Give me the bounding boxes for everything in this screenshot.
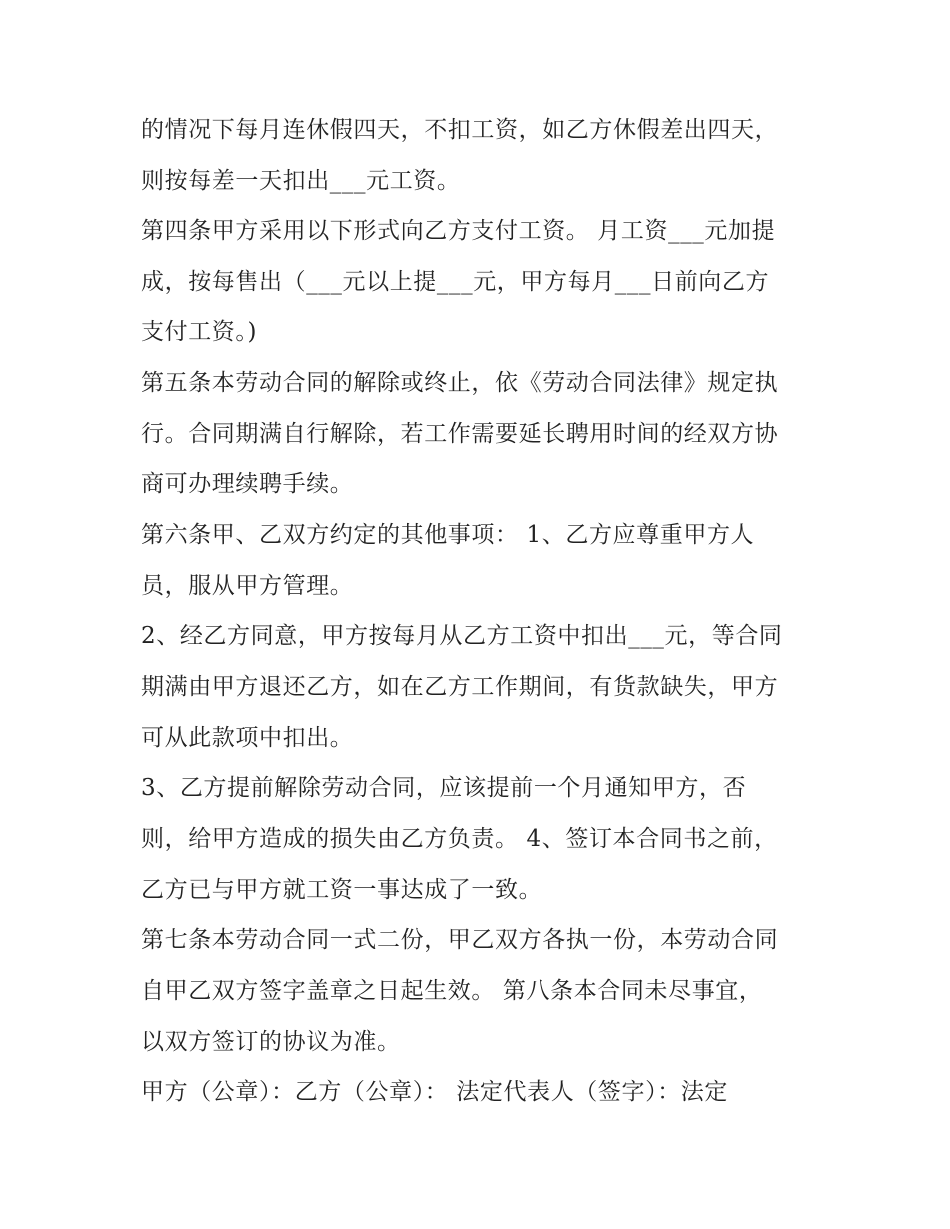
text-line: 则按每差一天扣出___元工资。 [141,168,461,194]
text-line: 甲方（公章）：乙方（公章）： 法定代表人（签字）：法定 [141,1079,729,1105]
text-line: 可从此款项中扣出。 [141,725,354,751]
text-line: 的情况下每月连休假四天，不扣工资，如乙方休假差出四天， [141,117,779,143]
text-line: 自甲乙双方签字盖章之日起生效。 第八条本合同未尽事宜， [141,978,763,1004]
text-line: 第七条本劳动合同一式二份，甲乙双方各执一份，本劳动合同 [141,927,779,953]
text-line: 行。合同期满自行解除，若工作需要延长聘用时间的经双方协 [141,421,779,447]
text-line: 商可办理续聘手续。 [141,471,354,497]
text-line: 第四条甲方采用以下形式向乙方支付工资。 月工资___元加提 [141,218,776,244]
text-line: 则，给甲方造成的损失由乙方负责。 4、签订本合同书之前， [141,826,778,852]
text-line: 第六条甲、乙双方约定的其他事项： 1、乙方应尊重甲方人 [141,522,755,548]
text-line: 3、乙方提前解除劳动合同，应该提前一个月通知甲方，否 [141,775,747,801]
text-line: 乙方已与甲方就工资一事达成了一致。 [141,877,543,903]
text-line: 支付工资。) [141,319,258,345]
text-line: 以双方签订的协议为准。 [141,1029,401,1055]
text-line: 成，按每售出（___元以上提___元，甲方每月___日前向乙方 [141,269,770,295]
text-line: 第五条本劳动合同的解除或终止，依《劳动合同法律》规定执 [141,370,779,396]
text-line: 员，服从甲方管理。 [141,573,354,599]
text-line: 2、经乙方同意，甲方按每月从乙方工资中扣出___元，等合同 [141,623,783,649]
text-line: 期满由甲方退还乙方，如在乙方工作期间，有货款缺失，甲方 [141,674,779,700]
